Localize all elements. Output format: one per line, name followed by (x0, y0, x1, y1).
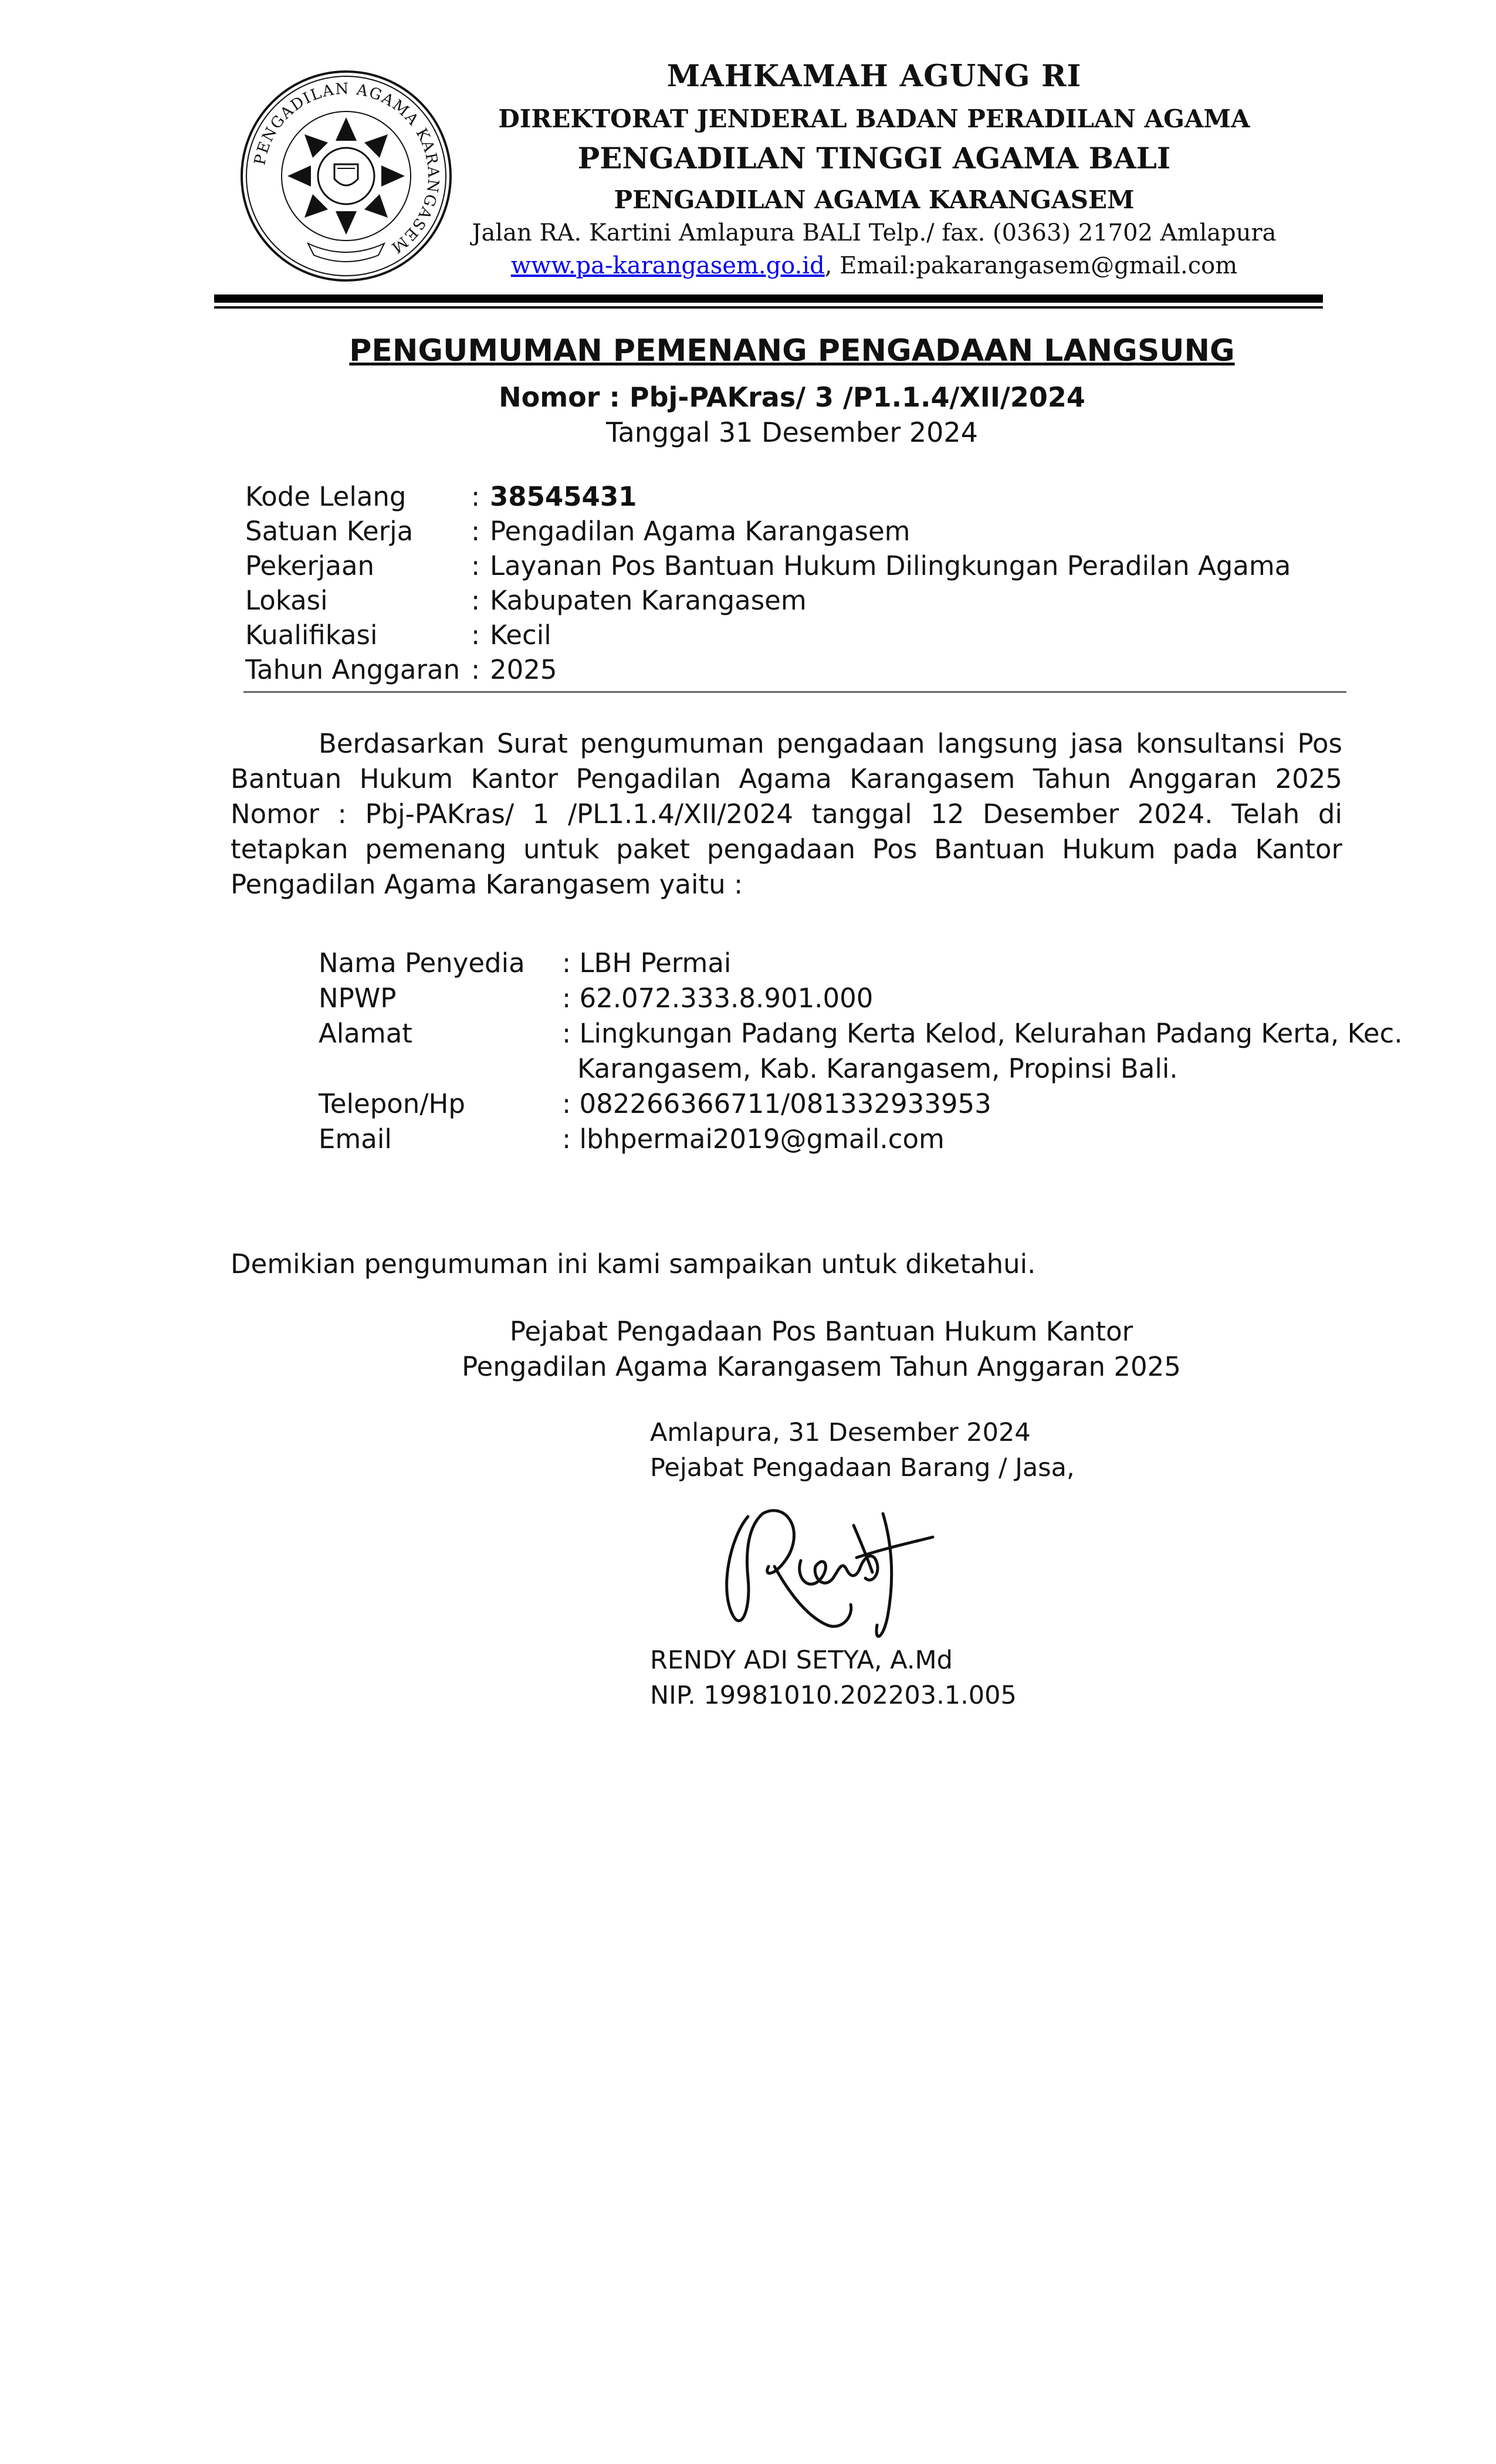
provider-label: Nama Penyedia (319, 947, 525, 979)
provider-value: : 082266366711/081332933953 (562, 1088, 991, 1119)
info-row-kualifikasi (245, 620, 1291, 654)
info-row-tahun-anggaran (245, 654, 1291, 689)
website-link[interactable]: www.pa-karangasem.go.id (510, 252, 825, 279)
signature-header (650, 1415, 1075, 1485)
signer-details (650, 1643, 1017, 1713)
info-row-lokasi (245, 585, 1291, 620)
provider-row-npwp (319, 981, 1403, 1016)
info-row-kode-lelang (245, 481, 1291, 516)
info-label: Kualifikasi (245, 620, 378, 651)
provider-value: : 62.072.333.8.901.000 (562, 983, 874, 1014)
info-colon: : (471, 620, 480, 651)
letterhead-line-pta: PENGADILAN TINGGI AGAMA BALI (577, 141, 1171, 175)
official-title-line-2: Pengadilan Agama Karangasem Tahun Anggaran 2025 (462, 1351, 1181, 1382)
info-row-pekerjaan (245, 550, 1291, 585)
provider-value: : LBH Permai (562, 947, 732, 979)
info-colon: : (471, 585, 480, 616)
provider-label: Alamat (319, 1018, 412, 1049)
letterhead-rule-thin (214, 306, 1323, 309)
info-table-rule (243, 691, 1346, 693)
provider-value: : lbhpermai2019@gmail.com (562, 1123, 945, 1155)
provider-label: NPWP (319, 983, 397, 1014)
document-number: Nomor : Pbj-PAKras/ 3 /P1.1.4/XII/2024 (499, 381, 1085, 413)
info-label: Pekerjaan (245, 550, 375, 581)
info-colon: : (471, 516, 480, 547)
provider-value (562, 1016, 1403, 1087)
info-value: 2025 (490, 654, 557, 685)
email-text: , Email:pakarangasem@gmail.com (824, 252, 1238, 279)
address-line-2: Karangasem, Kab. Karangasem, Propinsi Bali. (577, 1053, 1178, 1084)
provider-label: Email (319, 1123, 392, 1155)
document-title: PENGUMUMAN PEMENANG PENGADAAN LANGSUNG (349, 333, 1235, 368)
body-paragraph-text: Berdasarkan Surat pengumuman pengadaan langsung jasa konsultansi Pos Bantuan Hukum Kantor Pengadilan Agama Karangasem Tahun Anggaran 2025 Nomor : Pbj-PAKras/ 1 /PL1.1.4/XII/2024 tanggal 12 Desember 2024. Telah di tetapkan pemenang untuk paket pengadaan Pos Bantuan Hukum pada Kantor Pengadilan Agama Karangasem yaitu : (231, 728, 1342, 900)
svg-text:PENGADILAN AGAMA KARANGASEM: PENGADILAN AGAMA KARANGASEM (251, 80, 442, 257)
official-title-line-1: Pejabat Pengadaan Pos Bantuan Hukum Kantor (509, 1316, 1133, 1347)
letterhead-line-pa: PENGADILAN AGAMA KARANGASEM (614, 185, 1135, 214)
info-label: Tahun Anggaran (245, 654, 461, 685)
address-line-1: : Lingkungan Padang Kerta Kelod, Kelurahan Padang Kerta, Kec. (562, 1018, 1403, 1049)
document-date: Tanggal 31 Desember 2024 (606, 417, 978, 448)
info-label: Satuan Kerja (245, 516, 414, 547)
signer-role: Pejabat Pengadaan Barang / Jasa, (650, 1453, 1075, 1483)
place-date: Amlapura, 31 Desember 2024 (650, 1418, 1031, 1447)
tender-info-table (245, 481, 1291, 689)
info-value: Layanan Pos Bantuan Hukum Dilingkungan Peradilan Agama (490, 550, 1291, 581)
letterhead-line-direktorat: DIREKTORAT JENDERAL BADAN PERADILAN AGAMA (498, 104, 1250, 133)
official-title (411, 1314, 1232, 1385)
info-value: Kabupaten Karangasem (490, 585, 807, 616)
court-seal-logo (238, 67, 455, 285)
info-value: 38545431 (490, 481, 637, 512)
letterhead-contact (434, 252, 1314, 279)
info-value: Kecil (490, 620, 551, 651)
info-colon: : (471, 550, 480, 581)
provider-table (319, 946, 1403, 1157)
closing-sentence: Demikian pengumuman ini kami sampaikan untuk diketahui. (231, 1248, 1036, 1280)
body-paragraph (231, 726, 1342, 902)
provider-row-email (319, 1122, 1403, 1157)
signer-name: RENDY ADI SETYA, A.Md (650, 1646, 953, 1675)
signer-nip: NIP. 19981010.202203.1.005 (650, 1681, 1017, 1710)
provider-row-nama (319, 946, 1403, 981)
info-value: Pengadilan Agama Karangasem (490, 516, 911, 547)
info-label: Kode Lelang (245, 481, 407, 512)
info-colon: : (471, 654, 480, 685)
letterhead-line-mahkamah: MAHKAMAH AGUNG RI (666, 59, 1082, 94)
letterhead-rule-thick (214, 295, 1323, 303)
info-label: Lokasi (245, 585, 328, 616)
letterhead-address: Jalan RA. Kartini Amlapura BALI Telp./ fax. (0363) 21702 Amlapura (472, 219, 1277, 246)
provider-row-alamat (319, 1016, 1403, 1087)
provider-row-telepon (319, 1087, 1403, 1122)
info-colon: : (471, 481, 480, 512)
handwritten-signature (707, 1490, 953, 1654)
info-row-satuan-kerja (245, 516, 1291, 550)
provider-label: Telepon/Hp (319, 1088, 465, 1119)
